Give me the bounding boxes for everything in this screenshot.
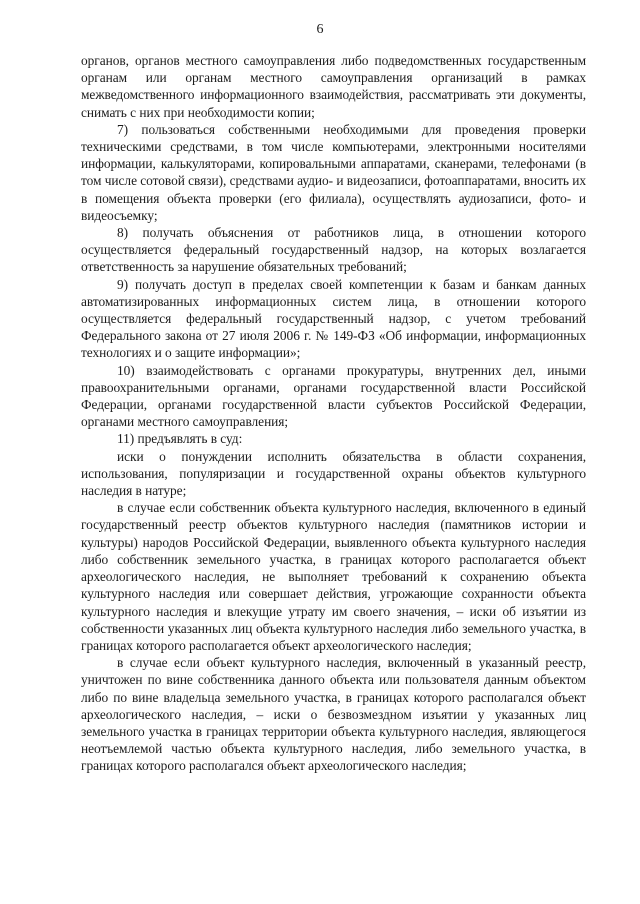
paragraph-item-9: 9) получать доступ в пределах своей компетенции к базам и банкам данных автоматизированных информационных систем лица, в отношении которого осуществляется федеральный государственный надзор, с учетом требований Федерального закона от 27 июля 2006 г. № 149-ФЗ «Об информации, информационных технологиях и о защите информации»;: [81, 276, 586, 361]
paragraph-item-8: 8) получать объяснения от работников лица, в отношении которого осуществляется федеральный государственный надзор, на которых возлагается ответственность за нарушение обязательных требований;: [81, 225, 586, 275]
paragraph-continuation: органов, органов местного самоуправления либо подведомственных государственным органам или органам местного самоуправления организаций в рамках межведомственного информационного взаимодействия, рассматривать эти документы, снимать с них при необходимости копии;: [81, 53, 586, 120]
paragraph-claim-seizure: в случае если собственник объекта культурного наследия, включенного в единый государственный реестр объектов культурного наследия (памятников истории и культуры) народов Российской Федерации, выявленного объекта культурного наследия либо собственник земельного участка, в границах которого располагается объект археологического наследия, не выполняет требований к сохранению объекта культурного наследия или совершает действия, угрожающие сохранности объекта культурного наследия и влекущие утрату им своего значения, – иски об изъятии из собственности указанных лиц объекта культурного наследия либо земельного участка, в границах которого располагается объект археологического наследия;: [81, 500, 586, 653]
document-body: [81, 52, 586, 775]
paragraph-item-11: 11) предъявлять в суд:: [117, 431, 243, 447]
paragraph-claim-obligations: иски о понуждении исполнить обязательства в области сохранения, использования, популяризации и государственной охраны объектов культурного наследия в натуре;: [81, 448, 586, 499]
page-number: 6: [316, 22, 324, 37]
paragraph-item-7: 7) пользоваться собственными необходимыми для проведения проверки техническими средствами, в том числе компьютерами, электронными носителями информации, калькуляторами, копировальными аппаратами, сканерами, телефонами (в том числе сотовой связи), средствами аудио- и видеозаписи, фотоаппаратами, вносить их в помещения объекта проверки (его филиала), осуществлять аудиозаписи, фото- и видеосъемку;: [81, 121, 586, 223]
paragraph-item-10: 10) взаимодействовать с органами прокуратуры, внутренних дел, иными правоохранительными органами, органами государственной власти Российской Федерации, органами государственной власти субъектов Российской Федерации, органами местного самоуправления;: [81, 362, 586, 430]
paragraph-claim-gratuitous-seizure: в случае если объект культурного наследия, включенный в указанный реестр, уничтожен по вине собственника данного объекта или пользователя данным объектом либо по вине владельца земельного участка, в границах которого располагался объект археологического наследия, – иски о безвозмездном изъятии у указанных лиц земельного участка в границах территории объекта культурного наследия, являющегося неотъемлемой частью объекта культурного наследия, либо земельного участка, в границах которого располагался объект археологического наследия;: [81, 655, 586, 774]
